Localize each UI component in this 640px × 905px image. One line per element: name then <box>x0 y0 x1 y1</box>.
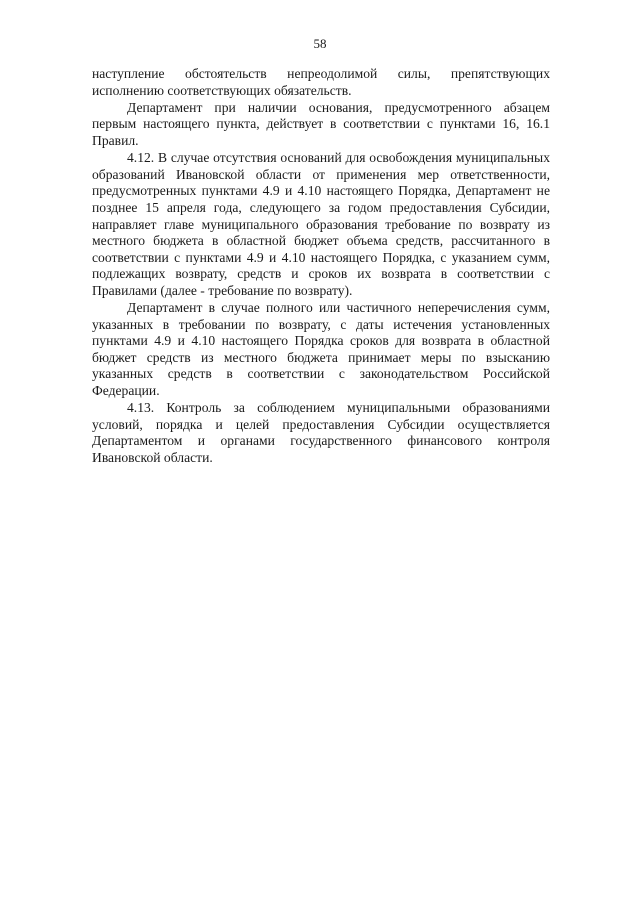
paragraph-department-recovery: Департамент в случае полного или частичного неперечисления сумм, указанных в требовании по возврату, с даты истечения установленных пунктами 4.9 и 4.10 настоящего Порядка сроков для возврата в областной бюджет средств из местного бюджета принимает меры по взысканию указанных средств в соответствии с законодательством Российской Федерации. <box>92 300 550 399</box>
paragraph-department-action: Департамент при наличии основания, предусмотренного абзацем первым настоящего пункта, действует в соответствии с пунктами 16, 16.1 Правил. <box>92 99 550 148</box>
paragraph-continuation: наступление обстоятельств непреодолимой силы, препятствующих исполнению соответствующих обязательств. <box>92 66 550 98</box>
paragraph-4-12: 4.12. В случае отсутствия оснований для освобождения муниципальных образований Ивановской области от применения мер ответственности, предусмотренных пунктами 4.9 и 4.10 настоящего Порядка, Департамент не позднее 15 апреля года, следующего за годом предоставления Субсидии, направляет главе муниципального образования требование по возврату из местного бюджета в областной бюджет объема средств, рассчитанного в соответствии с пунктами 4.9 и 4.10 настоящего Порядка, с указанием сумм, подлежащих возврату, средств и сроков их возврата в соответствии с Правилами (далее - требование по возврату). <box>92 150 550 298</box>
document-body <box>92 66 550 467</box>
page-number: 58 <box>313 36 327 51</box>
paragraph-4-13: 4.13. Контроль за соблюдением муниципальными образованиями условий, порядка и целей предоставления Субсидии осуществляется Департаментом и органами государственного финансового контроля Ивановской области. <box>92 400 550 466</box>
